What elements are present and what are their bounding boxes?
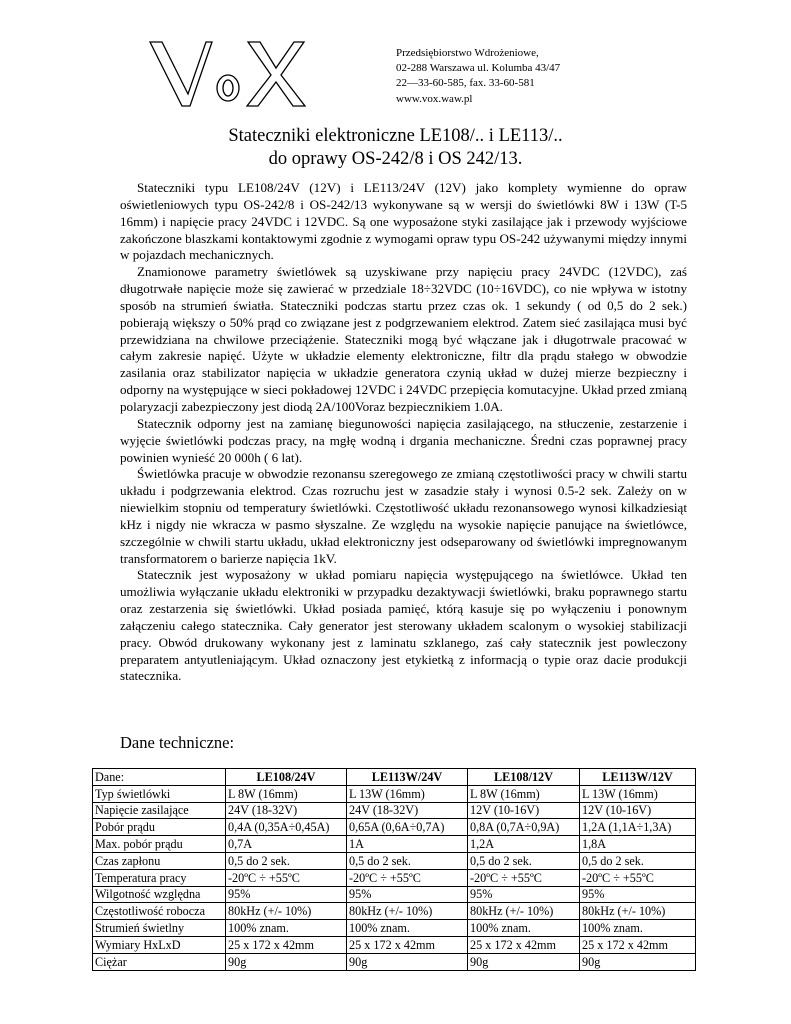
table-cell: 95% xyxy=(580,886,696,903)
document-title xyxy=(0,125,791,170)
table-cell: Typ świetlówki xyxy=(93,785,226,802)
table-cell: 80kHz (+/- 10%) xyxy=(347,903,468,920)
table-cell: Częstotliwość robocza xyxy=(93,903,226,920)
paragraph: Świetlówka pracuje w obwodzie rezonansu szeregowego ze zmianą częstotliwości pracy w chwili startu układu i podgrzewania elektrod. Czas rozruchu jest w zasadzie stały i wynosi 0.5-2 sek. Zależy on w niewielkim stopniu od temperatury świetlówki. Częstotliwość układu rezonansowego wynosi kilkadziesiąt kHz i nigdy nie wkracza w pasmo słyszalne. Ze względu na wysokie napięcie panujące na świetlówce, szczególnie w chwili startu układu, układ elektroniczny jest odseparowany od świetlówki impregnowanym transformatorem o barierze napięcia 1kV. xyxy=(120,466,687,566)
table-row xyxy=(93,836,696,853)
table-row xyxy=(93,785,696,802)
table-cell: 100% znam. xyxy=(468,920,580,937)
paragraph: Statecznik jest wyposażony w układ pomiaru napięcia występującego na świetlówce. Układ ten umożliwia wyłączanie układu elektroniki w przypadku dezaktywacji świetlówki, braku poprawnego startu oraz zestarzenia się świetlówki. Układ posiada pamięć, którą kasuje się po wyłączeniu i ponownym załączeniu całego statecznika. Cały generator jest sterowany układem scalonym o wysokiej stabilizacji pracy. Obwód drukowany wykonany jest z laminatu szklanego, zaś cały statecznik jest powleczony preparatem antyutleniającym. Układ oznaczony jest etykietką z informacją o typie oraz dacie produkcji statecznika. xyxy=(120,567,687,684)
table-cell: 1A xyxy=(347,836,468,853)
table-cell: 90g xyxy=(468,953,580,970)
table-cell: 95% xyxy=(468,886,580,903)
table-row xyxy=(93,936,696,953)
table-cell: 95% xyxy=(347,886,468,903)
company-phone: 22—33-60-585, fax. 33-60-581 xyxy=(396,77,535,90)
table-cell: 90g xyxy=(580,953,696,970)
table-cell: -20ºC ÷ +55ºC xyxy=(226,869,347,886)
table-header-cell: LE113W/12V xyxy=(580,769,696,786)
table-cell: 95% xyxy=(226,886,347,903)
table-row xyxy=(93,886,696,903)
table-cell: 0,5 do 2 sek. xyxy=(468,852,580,869)
table-cell: 0,7A xyxy=(226,836,347,853)
table-cell: 90g xyxy=(347,953,468,970)
table-header-cell: LE108/12V xyxy=(468,769,580,786)
paragraph: Znamionowe parametry świetlówek są uzyskiwane przy napięciu pracy 24VDC (12VDC), zaś długotrwałe napięcie może się zawierać w przedziale 18÷32VDC (10÷16VDC), co nie wpływa w istotny sposób na strumień światła. Stateczniki podczas startu przez czas ok. 1 sekundy ( od 0,5 do 2 sek.) pobierają większy o 50% prąd co związane jest z podgrzewaniem elektrod. Zatem sieć zasilająca musi być przewidziana na chwilowe przeciążenie. Stateczniki mogą być włączane jak i długotrwale pracować w całym zakresie napięć. Użyte w układzie elementy elektroniczne, filtr dla prądu stałego w obwodzie zasilania oraz stabilizator napięcia w układzie generatora czynią układ w dużej mierze bezpieczny i odporny na występujące w sieci pokładowej 12VDC i 24VDC przepięcia komutacyjne. Układ przed zmianą polaryzacji zabezpieczony jest diodą 2A/100Voraz bezpiecznikiem 1.0A. xyxy=(120,264,687,414)
table-cell: L 8W (16mm) xyxy=(468,785,580,802)
table-row xyxy=(93,802,696,819)
table-cell: L 8W (16mm) xyxy=(226,785,347,802)
table-cell: 24V (18-32V) xyxy=(226,802,347,819)
table-cell: 25 x 172 x 42mm xyxy=(226,936,347,953)
table-cell: 25 x 172 x 42mm xyxy=(468,936,580,953)
table-cell: 80kHz (+/- 10%) xyxy=(580,903,696,920)
section-title: Dane techniczne: xyxy=(120,733,235,752)
table-header-cell: LE113W/24V xyxy=(347,769,468,786)
table-cell: 100% znam. xyxy=(347,920,468,937)
table-cell: 0,4A (0,35A÷0,45A) xyxy=(226,819,347,836)
table-row xyxy=(93,852,696,869)
table-header-cell: LE108/24V xyxy=(226,769,347,786)
title-line-1: Stateczniki elektroniczne LE108/.. i LE113/.. xyxy=(228,126,563,146)
table-row xyxy=(93,819,696,836)
table-cell: Wilgotność względna xyxy=(93,886,226,903)
table-cell: 25 x 172 x 42mm xyxy=(580,936,696,953)
table-row xyxy=(93,869,696,886)
document-body xyxy=(120,180,687,685)
table-cell: 0,8A (0,7A÷0,9A) xyxy=(468,819,580,836)
table-row xyxy=(93,903,696,920)
table-cell: 90g xyxy=(226,953,347,970)
table-cell: 25 x 172 x 42mm xyxy=(347,936,468,953)
table-cell: 24V (18-32V) xyxy=(347,802,468,819)
table-cell: Strumień świetlny xyxy=(93,920,226,937)
company-street: 02-288 Warszawa ul. Kolumba 43/47 xyxy=(396,62,561,75)
title-line-2: do oprawy OS-242/8 i OS 242/13. xyxy=(268,148,523,169)
table-cell: Wymiary HxLxD xyxy=(93,936,226,953)
paragraph: Statecznik odporny jest na zamianę biegunowości napięcia zasilającego, na stłuczenie, zestarzenie i wyjęcie świetlówki podczas pracy, na mgłę wodną i drgania mechaniczne. Średni czas poprawnej pracy powinien wynieść 20 000h ( 6 lat). xyxy=(120,415,687,465)
table-cell: 0,5 do 2 sek. xyxy=(580,852,696,869)
table-cell: 0,65A (0,6A÷0,7A) xyxy=(347,819,468,836)
table-cell: 80kHz (+/- 10%) xyxy=(226,903,347,920)
company-address xyxy=(396,46,560,107)
company-website: www.vox.waw.pl xyxy=(396,92,473,105)
specs-table xyxy=(92,768,696,971)
table-cell: Ciężar xyxy=(93,953,226,970)
table-cell: 1,2A (1,1A÷1,3A) xyxy=(580,819,696,836)
table-cell: -20ºC ÷ +55ºC xyxy=(580,869,696,886)
paragraph: Stateczniki typu LE108/24V (12V) i LE113/24V (12V) jako komplety wymienne do opraw oświetleniowych typu OS-242/8 i OS-242/13 wykonywane są w wersji do świetlówki 8W i 13W (T-5 16mm) i napięcie pracy 24VDC i 12VDC. Są one wyposażone styki zasilające jak i przewody wyjściowe zakończone blaszkami kontaktowymi zgodnie z wymogami opraw typu OS-242 używanymi między innymi w pojazdach mechanicznych. xyxy=(120,180,687,263)
table-cell: 0,5 do 2 sek. xyxy=(226,852,347,869)
table-cell: 12V (10-16V) xyxy=(580,802,696,819)
table-row xyxy=(93,953,696,970)
table-row xyxy=(93,920,696,937)
table-cell: 0,5 do 2 sek. xyxy=(347,852,468,869)
vox-logo xyxy=(148,38,308,110)
table-header-row xyxy=(93,769,696,786)
table-cell: Napięcie zasilające xyxy=(93,802,226,819)
table-cell: -20ºC ÷ +55ºC xyxy=(347,869,468,886)
table-cell: Temperatura pracy xyxy=(93,869,226,886)
table-header-cell: Dane: xyxy=(93,769,226,786)
table-cell: 80kHz (+/- 10%) xyxy=(468,903,580,920)
table-cell: Pobór prądu xyxy=(93,819,226,836)
table-cell: Max. pobór prądu xyxy=(93,836,226,853)
table-cell: L 13W (16mm) xyxy=(347,785,468,802)
table-cell: Czas zapłonu xyxy=(93,852,226,869)
table-cell: 12V (10-16V) xyxy=(468,802,580,819)
company-name: Przedsiębiorstwo Wdrożeniowe, xyxy=(396,47,539,59)
table-cell: -20ºC ÷ +55ºC xyxy=(468,869,580,886)
table-cell: L 13W (16mm) xyxy=(580,785,696,802)
table-cell: 100% znam. xyxy=(226,920,347,937)
table-cell: 1,2A xyxy=(468,836,580,853)
table-cell: 100% znam. xyxy=(580,920,696,937)
table-cell: 1,8A xyxy=(580,836,696,853)
